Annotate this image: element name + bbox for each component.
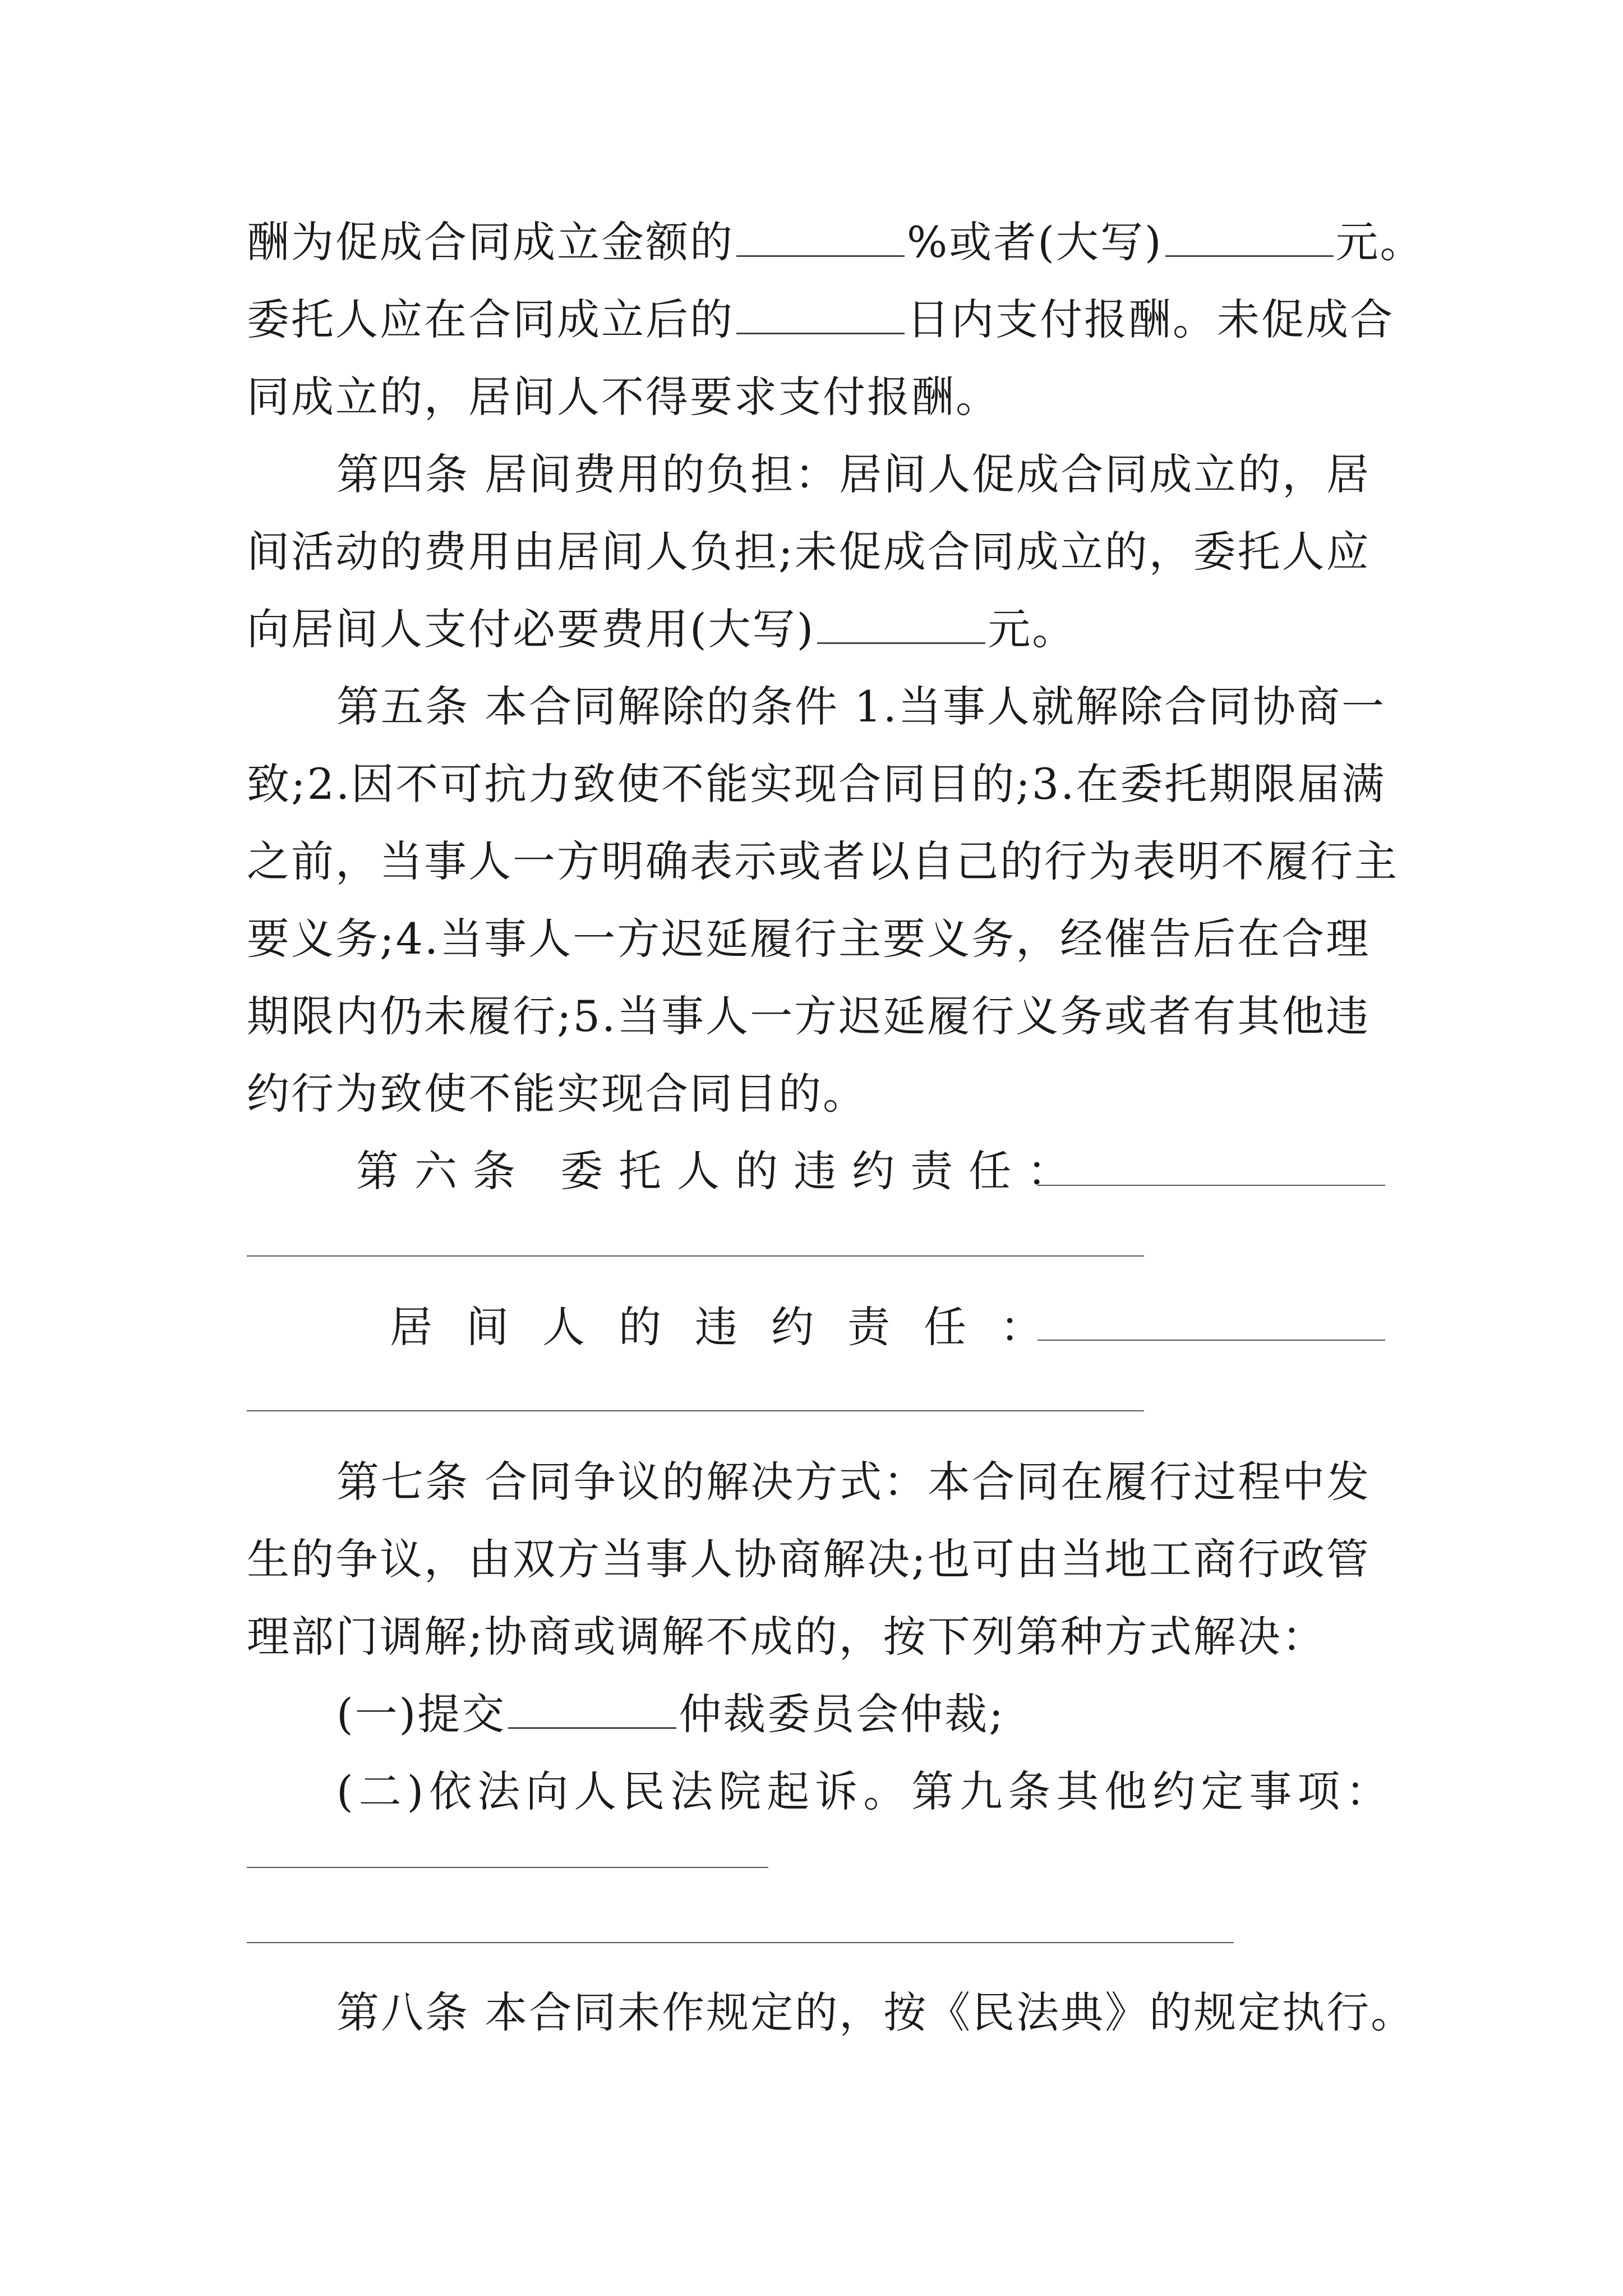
article-7-heading: 第七条 合同争议的解决方式：本合同在履行过程中发 [336,1457,1371,1507]
fill-blank-expense[interactable] [817,608,985,644]
option-2-line: (二)依法向人民法院起诉。第九条其他约定事项： [336,1766,1394,1816]
text-line-11: 期限内仍未履行;5.当事人一方迟延履行义务或者有其他违 [247,991,1371,1041]
text-line-2 [247,293,1394,347]
text-line-5: 间活动的费用由居间人负担;未促成合同成立的，委托人应 [247,527,1371,577]
fill-blank-client-liability[interactable] [1038,1185,1385,1186]
text: 元。 [988,604,1077,654]
text: 元。 [1335,217,1424,267]
option-1-line [336,1687,1005,1741]
fill-blank-days[interactable] [736,298,905,334]
text: %或者(大写) [907,217,1163,267]
fill-blank-percent[interactable] [736,220,905,257]
intermediary-liability-label: 居间人的违约责任： [390,1302,1076,1352]
text-line-6 [247,602,1076,656]
fill-blank-amount[interactable] [1165,220,1334,257]
fill-blank-arbitration[interactable] [508,1692,676,1729]
article-4-heading: 第四条 居间费用的负担：居间人促成合同成立的，居 [336,449,1371,499]
text-line-16: 生的争议，由双方当事人协商解决;也可由当地工商行政管 [247,1534,1371,1584]
fill-blank-other-matters-line-2[interactable] [247,1942,1234,1943]
text-line-9: 之前，当事人一方明确表示或者以自己的行为表明不履行主 [247,836,1399,886]
fill-blank-intermediary-liability[interactable] [1038,1340,1385,1341]
text: (一)提交 [336,1689,506,1739]
text: 委托人应在合同成立后的 [247,295,734,344]
text: 酬为促成合同成立金额的 [247,217,734,267]
text: 向居间人支付必要费用(大写) [247,604,815,654]
text-line-12: 约行为致使不能实现合同目的。 [247,1069,867,1119]
text: 仲裁委员会仲裁; [679,1689,1005,1739]
article-6-heading: 第六条 委托人的违约责任： [356,1146,1086,1196]
article-8-heading: 第八条 本合同未作规定的，按《民法典》的规定执行。 [336,1987,1415,2037]
fill-blank-other-matters[interactable] [247,1867,768,1868]
article-5-heading: 第五条 本合同解除的条件 1.当事人就解除合同协商一 [336,682,1386,731]
text-line-3: 同成立的，居间人不得要求支付报酬。 [247,372,1000,422]
fill-blank-client-liability-line-2[interactable] [247,1255,1144,1257]
text: 日内支付报酬。未促成合 [907,295,1394,344]
text-line-10: 要义务;4.当事人一方迟延履行主要义务，经催告后在合理 [247,914,1371,964]
text-line-8: 致;2.因不可抗力致使不能实现合同目的;3.在委托期限届满 [247,759,1386,809]
text-line-1 [247,215,1424,269]
text-line-17: 理部门调解;协商或调解不成的，按下列第种方式解决： [247,1612,1326,1662]
fill-blank-intermediary-liability-line-2[interactable] [247,1410,1144,1411]
